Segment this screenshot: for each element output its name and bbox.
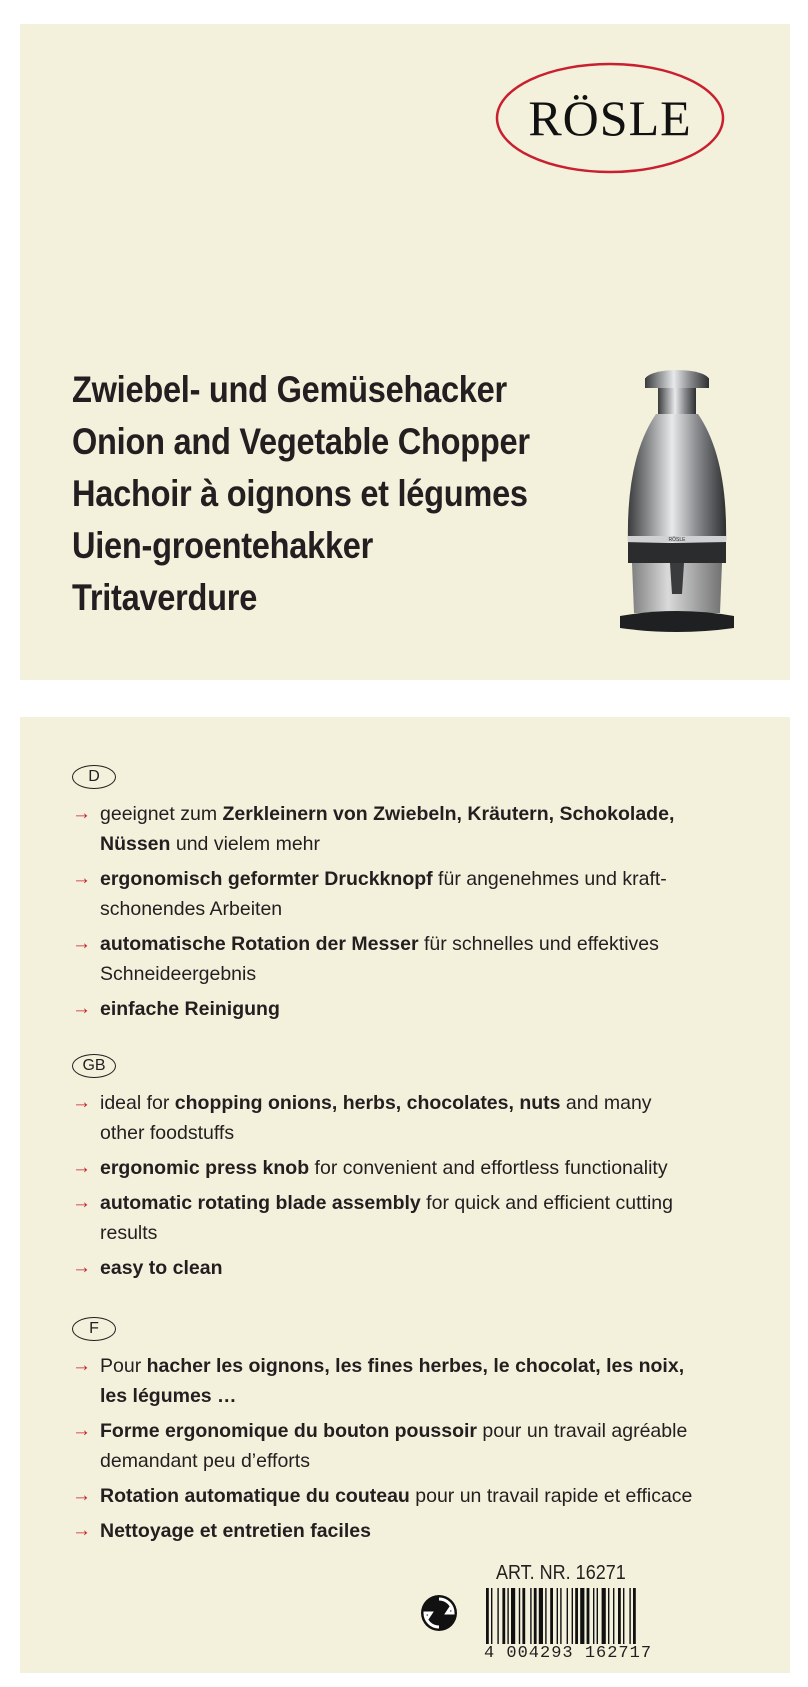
barcode-bar [534, 1588, 537, 1650]
barcode-bar [539, 1588, 543, 1650]
brand-name: RÖSLE [528, 90, 692, 146]
list-item: → Rotation automatique du couteau pour un travail rapide et efficace [72, 1481, 700, 1511]
arrow-right-icon: → [72, 803, 91, 824]
barcode-bar [597, 1588, 598, 1650]
language-badge-gb: GB [72, 1054, 116, 1078]
list-item: → Pour hacher les oignons, les fines herbes, le chocolat, les noix, les légumes … [72, 1351, 700, 1411]
arrow-right-icon: → [72, 868, 91, 889]
arrow-right-icon: → [72, 1420, 91, 1441]
list-item: → ergonomic press knob for convenient and effortless functionality [72, 1153, 700, 1183]
title-de: Zwiebel- und Gemüsehacker [72, 369, 507, 410]
barcode-bar [486, 1588, 489, 1650]
arrow-right-icon: → [72, 998, 91, 1019]
list-item: → ergonomisch geformter Druckknopf für angenehmes und kraft-schonendes Arbeiten [72, 864, 700, 924]
product-titles [72, 364, 592, 624]
barcode-bar [511, 1588, 515, 1650]
list-item: → Nettoyage et entretien faciles [72, 1516, 700, 1546]
barcode-bar [567, 1588, 568, 1650]
barcode-bar [593, 1588, 594, 1650]
arrow-right-icon: → [72, 1355, 91, 1376]
language-badge-fr: F [72, 1317, 116, 1341]
barcode-bar [530, 1588, 531, 1650]
arrow-right-icon: → [72, 1092, 91, 1113]
barcode-bar [491, 1588, 492, 1650]
list-item: → Forme ergonomique du bouton poussoir pour un travail agréable demandant peu d’efforts [72, 1416, 700, 1476]
arrow-right-icon: → [72, 1520, 91, 1541]
barcode-bar [545, 1588, 546, 1650]
list-item: → geeignet zum Zerkleinern von Zwiebeln, Kräutern, Schokolade, Nüssen und vielem mehr [72, 799, 700, 859]
section-fr [72, 1317, 700, 1551]
section-gb [72, 1054, 700, 1288]
barcode-bar [608, 1588, 609, 1650]
title-it: Tritaverdure [72, 577, 258, 618]
barcode-bar [575, 1588, 578, 1650]
title-nl: Uien-groentehakker [72, 525, 374, 566]
barcode-bar [618, 1588, 621, 1650]
barcode-bar [557, 1588, 558, 1650]
barcode-bar [613, 1588, 614, 1650]
title-fr: Hachoir à oignons et légumes [72, 473, 528, 514]
brand-logo [495, 62, 725, 174]
arrow-right-icon: → [72, 1192, 91, 1213]
barcode-bar [572, 1588, 573, 1650]
barcode-bar [629, 1588, 630, 1650]
list-item: → einfache Reinigung [72, 994, 700, 1024]
feature-list-gb [72, 1088, 700, 1283]
feature-list-de [72, 799, 700, 1024]
barcode-number: 4 004293 162717 [484, 1644, 684, 1663]
list-item: → ideal for chopping onions, herbs, chocolates, nuts and many other foodstuffs [72, 1088, 700, 1148]
section-de [72, 765, 700, 1029]
barcode-bar [602, 1588, 606, 1650]
product-logo: RÖSLE [668, 537, 686, 543]
title-en: Onion and Vegetable Chopper [72, 421, 530, 462]
barcode-bar [550, 1588, 553, 1650]
arrow-right-icon: → [72, 1257, 91, 1278]
barcode-bar [587, 1588, 590, 1650]
feature-list-fr [72, 1351, 700, 1546]
barcode-bar [580, 1588, 584, 1650]
list-item: → automatische Rotation der Messer für schnelles und effektives Schneideergebnis [72, 929, 700, 989]
product-image [612, 368, 742, 638]
barcode-bar [502, 1588, 505, 1650]
barcode-bar [633, 1588, 636, 1650]
article-number: ART. NR. 16271 [496, 1562, 626, 1584]
barcode-bar [497, 1588, 498, 1650]
barcode-bar [522, 1588, 525, 1650]
green-dot-icon [420, 1594, 458, 1632]
arrow-right-icon: → [72, 933, 91, 954]
arrow-right-icon: → [72, 1157, 91, 1178]
barcode-bar [507, 1588, 508, 1650]
barcode [484, 1588, 684, 1650]
list-item: → automatic rotating blade assembly for quick and efficient cutting results [72, 1188, 700, 1248]
language-badge-de: D [72, 765, 116, 789]
barcode-bar [623, 1588, 624, 1650]
list-item: → easy to clean [72, 1253, 700, 1283]
barcode-bar [560, 1588, 561, 1650]
barcode-bar [519, 1588, 520, 1650]
arrow-right-icon: → [72, 1485, 91, 1506]
